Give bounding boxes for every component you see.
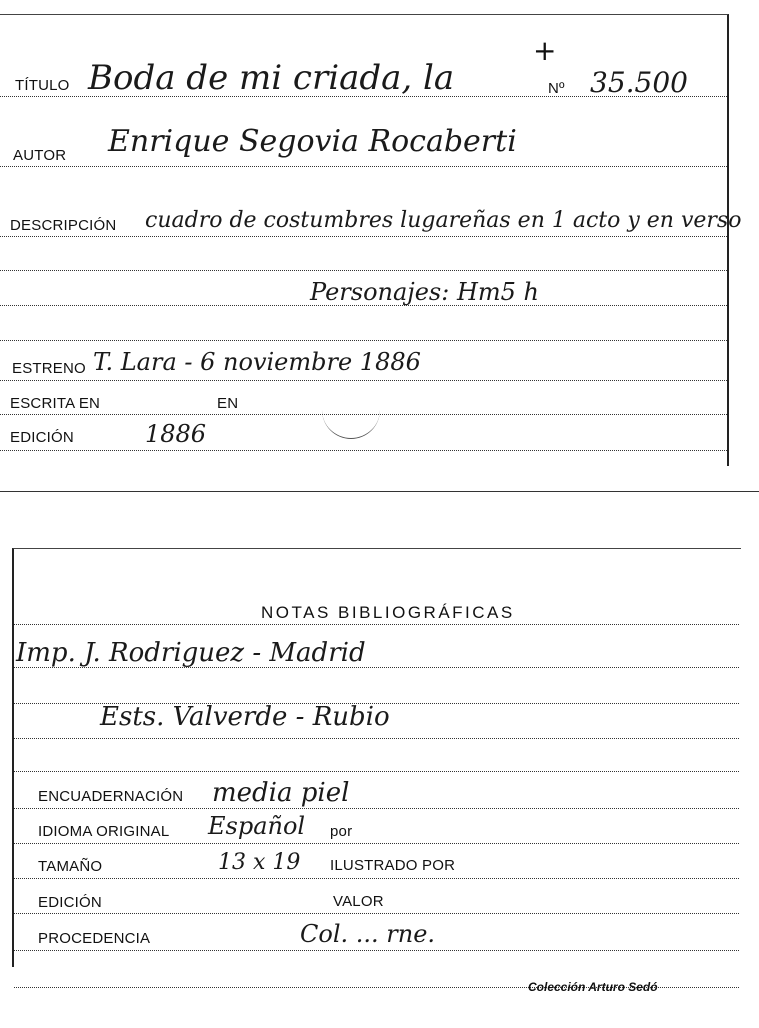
rule-autor: [0, 166, 727, 167]
edicion-value: 1886: [145, 420, 207, 448]
rule-estreno: [0, 380, 727, 381]
escrita-en-label: ESCRITA EN: [10, 395, 101, 412]
rule-tamano: [14, 878, 739, 879]
descripcion-label: DESCRIPCIÓN: [10, 217, 117, 234]
rule-procedencia: [14, 950, 739, 951]
rule-personajes: [0, 305, 727, 306]
rule-notas-3: [14, 738, 739, 739]
titulo-value: Boda de mi criada, la: [88, 58, 455, 98]
rule-notas-1: [14, 667, 739, 668]
por-label: por: [330, 823, 353, 840]
ilustrado-label: ILUSTRADO POR: [330, 857, 456, 874]
procedencia-label: PROCEDENCIA: [38, 930, 151, 947]
rule-edicion: [0, 450, 727, 451]
rule-edicion-bottom: [14, 913, 739, 914]
rule-blank-2: [0, 340, 727, 341]
personajes-value: Personajes: Hm5 h: [310, 278, 539, 306]
rule-notas-4: [14, 771, 739, 772]
rule-blank-1: [0, 270, 727, 271]
encuadernacion-value: media piel: [212, 778, 350, 808]
rule-titulo: [0, 96, 727, 97]
edicion-label-bottom: EDICIÓN: [38, 894, 102, 911]
rule-encuadernacion: [14, 808, 739, 809]
valor-label: VALOR: [333, 893, 384, 910]
estreno-label: ESTRENO: [12, 360, 86, 377]
estreno-value: T. Lara - 6 noviembre 1886: [93, 348, 421, 376]
titulo-label: TÍTULO: [15, 77, 70, 94]
notas-heading: NOTAS BIBLIOGRÁFICAS: [261, 603, 515, 622]
autor-label: AUTOR: [13, 147, 67, 164]
descripcion-value: cuadro de costumbres lugareñas en 1 acto y en verso: [145, 208, 742, 233]
cross-mark: +: [533, 34, 557, 67]
rule-notas-0: [14, 624, 739, 625]
edicion-label: EDICIÓN: [10, 429, 74, 446]
rule-notas-2: [14, 703, 739, 704]
numero-value: 35.500: [590, 66, 688, 99]
card-separator: [0, 491, 759, 492]
procedencia-value: Col. ... rne.: [300, 920, 436, 948]
en-label: EN: [217, 395, 239, 412]
notas-line2: Ests. Valverde - Rubio: [100, 702, 390, 732]
tamano-value: 13 x 19: [218, 850, 301, 875]
idioma-label: IDIOMA ORIGINAL: [38, 823, 170, 840]
autor-value: Enrique Segovia Rocaberti: [108, 124, 517, 159]
numero-label: Nº: [548, 80, 565, 97]
notas-line1: Imp. J. Rodriguez - Madrid: [16, 638, 366, 668]
collection-credit: Colección Arturo Sedó: [528, 980, 658, 994]
tamano-label: TAMAÑO: [38, 858, 103, 875]
idioma-value: Español: [208, 812, 306, 840]
encuadernacion-label: ENCUADERNACIÓN: [38, 788, 184, 805]
rule-idioma: [14, 843, 739, 844]
rule-descripcion: [0, 236, 727, 237]
